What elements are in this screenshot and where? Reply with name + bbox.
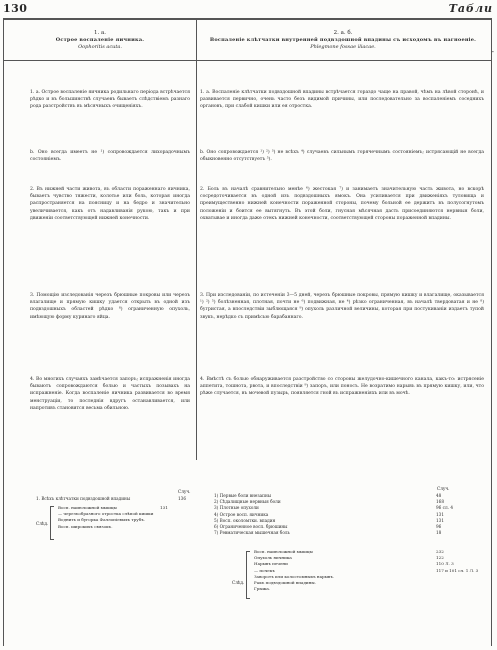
left-paragraph-1a: 1. а. Острое воспаленіе яичника родильнаго періода встрѣчается рѣдко и въ большинствѣ случаевъ бываетъ слѣдствіемъ разнаго рода разстройствъ въ мѣсячныхъ очищеніяхъ. — [30, 90, 190, 110]
stat-value: 110 Л. 3 — [436, 561, 454, 567]
stat-label: Восп. наиюложной мышцы — [254, 549, 313, 554]
stat-label: 6) Ограниченное восп. брюшины — [214, 524, 288, 530]
right-bracket — [246, 551, 250, 599]
left-paragraph-1b: b. Оно всегда имеетъ не ¹) сопровождается лихорадочнымъ состояніемъ. — [30, 150, 190, 163]
right-paragraph-4: 4. Вмѣстѣ съ болью обнаруживается разстройство со стороны желудочно-кишечного канала, какъ-то: истрясеніе аппетита, тошнота, рвота, и впоследствіи ⁹) запоръ, или поносъ. Не возратимо нарывъ въ прямую кишку, или, что рѣже случается, въ мочевой пузырь, появляется гной въ испражненіяхъ или въ мочѣ. — [200, 377, 484, 397]
left-bracket-label: Слѣд. — [36, 521, 49, 526]
stat-value: 18 — [436, 530, 442, 536]
column-header-right — [200, 30, 486, 51]
stat-label: 2) Сѣдалищные нервныя боли — [214, 499, 281, 505]
stat-value: 131 — [436, 511, 444, 517]
stat-label: 1) Первые боли внезапны — [214, 493, 272, 498]
stat-value: 96 сл. 4 — [436, 505, 453, 511]
stat-value: 168 — [436, 499, 444, 505]
list-item — [58, 524, 188, 530]
stat-label: — черезъобразного отростка слѣпой кишки — [58, 511, 154, 517]
right-stats-head: Случ. — [437, 486, 450, 491]
stat-label: 7) Ревматическая мышечная боль — [214, 530, 290, 536]
list-item — [214, 530, 484, 536]
right-paragraph-1a: 1. а. Воспаленіе клѣтчатки подвздошной впадины встрѣчается гораздо чаще на правой, чѣмъ на лѣвой сторонѣ, и развивается первично, очень часто безъ видимой причины, или последовательно за воспаленіемъ соседнихъ органовъ, при слабой кишки или ея отростка. — [200, 90, 484, 110]
stat-label: Опухоль яичника — [254, 555, 292, 561]
stat-value: 131 — [160, 505, 168, 510]
stat-label: Восп. широкихъ связокъ. — [58, 523, 113, 529]
left-stats-head: Случ. — [178, 489, 191, 494]
right-paragraph-2: 2. Боль въ началѣ сравнительно менѣе ⁶) жестокая ⁷) и занимаетъ значительную часть живота, но вскорѣ сосредоточивается въ одной изъ подвздошныхъ ямокъ. Она усиливается при движеніяхъ туловища и преимущественно нижней конечности пораженной стороны, почему больной ее держитъ въ полусогнутомъ положеніи и боится ее вытягнуть. Въ этой боли, гнусная мѣсячная дасть присоединяются нервныя боли, охватывае и иногда даже отекъ нижней конечности, соответствующей стороны пораженной впадины. — [200, 187, 484, 221]
column-latin: Phlegmone fossae iliacae. — [310, 44, 376, 50]
column-divider — [196, 18, 197, 460]
stat-label: 5) Восп. околомтки. впадин — [214, 517, 276, 523]
stat-label: — почекъ — [254, 567, 275, 573]
column-title: Воспаленіе клѣтчатки внутренней подвздошной впадины съ исходомъ въ нагноеніе. — [209, 37, 477, 43]
left-stats-total — [36, 496, 196, 502]
stat-label: 4) Острое восп. яичника — [214, 511, 269, 517]
stat-label: Воднить и бугорка Фаллопіевыхъ трубъ. — [58, 517, 146, 523]
stat-label: 3) Плотные опухоли — [214, 505, 259, 511]
left-bracket — [50, 506, 54, 540]
right-paragraph-3: 3. При изследованіи, по истеченіи 3—5 дней, черезъ брюшные покровы, прямую кишку и влагалище, оказывается ¹) ²) ⁵) болѣзненная, плотная, почти не ⁶) подвижная, не ⁴) рѣзко ограниченная, въ началѣ твердоватая и не ⁸) бугристая, а впоследствіи зыблющаяся ⁹) опухоль различной величины, которая при постукиваніи издаетъ тупой звукъ, нерѣдко съ примѣсью барабаннаго. — [200, 293, 484, 320]
right-paragraph-1b: b. Оно сопровождается ¹) ²) ³) не всѣхъ ⁴) случаевъ сильнымъ горячечнымъ состояніемъ; истрясающій не всегда обыкновенно отсутствуетъ ⁵). — [200, 150, 484, 163]
stat-label: Восп. наиюложной мышцы — [58, 505, 117, 510]
header-rule — [3, 60, 492, 61]
running-title: Табли — [448, 2, 493, 15]
stat-label: Грыжа. — [254, 586, 271, 592]
stat-label: Ракъ подвздошной впадины. — [254, 580, 316, 586]
stat-value: 117 и 101 сл. 1 Л. 3 — [436, 567, 479, 573]
left-stats-list — [58, 505, 188, 530]
right-stats-sublist — [254, 549, 486, 592]
column-title: Острое воспаленіе яичника. — [55, 37, 145, 43]
column-number: 2. a. б. — [333, 30, 353, 36]
stat-value: 136 — [178, 496, 186, 501]
stat-value: 122 — [436, 555, 444, 561]
stat-value: 96 — [436, 524, 442, 530]
right-stats-list — [214, 493, 484, 536]
stat-label: Нарывъ печени — [254, 561, 288, 567]
left-paragraph-2: 2. Въ нижней части живота, въ области пораженнаго яичника, бываетъ чувство тяжести, колотье или боль, которая иногда распространяется на поясницу и на бедро и значительно увеличивается, какъ отъ надавливанія рукою, такъ и при движеніи соответствующей нижней конечности. — [30, 187, 190, 221]
column-number: 1. a. — [93, 30, 107, 36]
page-number: 130 — [3, 2, 28, 15]
left-paragraph-3: 3. Помощію изследованія черезъ брюшные покровы или черезъ влагалище и прямую кишку удается открыть въ одной изъ подвздошныхъ областей рѣдко ⁸) ограниченную опухоль, имѣющую форму куринаго яйца. — [30, 293, 190, 320]
stat-label: Заворотъ или колостомныхъ нарывъ. — [254, 573, 335, 579]
left-paragraph-4: 4. Во многихъ случаяхъ замѣчается запоръ; испражненія иногда бываютъ сопровождаются болью и частыхъ позывахъ на испражненіе. Когда воспаленіе яичника развивается во время менструаціи, то последнія вдругъ останавливается, или напротивъ становится весьма обильною. — [30, 377, 190, 411]
column-latin: Oophoritis acuta. — [78, 44, 122, 50]
list-item — [254, 586, 486, 592]
stat-value: 232 — [436, 549, 444, 554]
right-bracket-label: Слѣд. — [232, 580, 245, 585]
margin-mark: - — [491, 48, 494, 56]
stat-value: 131 — [436, 517, 444, 523]
stat-value: 48 — [436, 493, 442, 498]
stat-label: 1. Всѣхъ клѣтчатки подвздошной впадины — [36, 496, 131, 501]
column-header-left — [10, 30, 190, 51]
